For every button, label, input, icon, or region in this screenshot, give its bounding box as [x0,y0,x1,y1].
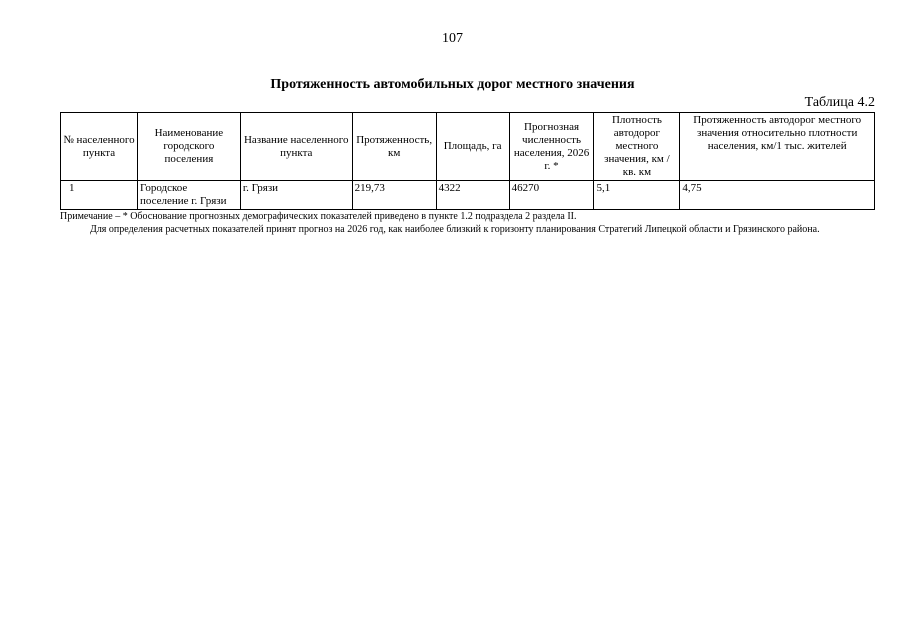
forecast-note: Для определения расчетных показателей принят прогноз на 2026 год, как наиболее близкий к горизонту планирования Стратегий Липецкой области и Грязинского района. [90,224,820,235]
roads-table [60,112,875,210]
header-settlement-name: Название населенного пункта [240,113,352,181]
cell-settlement-number: 1 [61,181,138,210]
table-row [61,181,875,210]
header-road-length: Протяженность, км [352,113,436,181]
document-title: Протяженность автомобильных дорог местного значения [270,77,635,92]
header-settlement-number: № населенного пункта [61,113,138,181]
header-road-density: Плотность автодорог местного значения, км / кв. км [594,113,680,181]
header-population-forecast: Прогнозная численность населения, 2026 г. * [509,113,594,181]
table-caption: Таблица 4.2 [804,95,875,110]
cell-length-per-population: 4,75 [680,181,875,210]
cell-road-length: 219,73 [352,181,436,210]
cell-area: 4322 [436,181,509,210]
page-number: 107 [442,31,463,46]
header-municipality-name: Наименование городского поселения [137,113,240,181]
header-length-per-population: Протяженность автодорог местного значения относительно плотности населения, км/1 тыс. жителей [680,113,875,181]
header-area: Площадь, га [436,113,509,181]
cell-settlement-name: г. Грязи [240,181,352,210]
cell-population-forecast: 46270 [509,181,594,210]
cell-road-density: 5,1 [594,181,680,210]
table-note: Примечание – * Обоснование прогнозных демографических показателей приведено в пункте 1.2 подраздела 2 раздела II. [60,211,577,222]
cell-municipality-name: Городское поселение г. Грязи [137,181,240,210]
table-header-row [61,113,875,181]
